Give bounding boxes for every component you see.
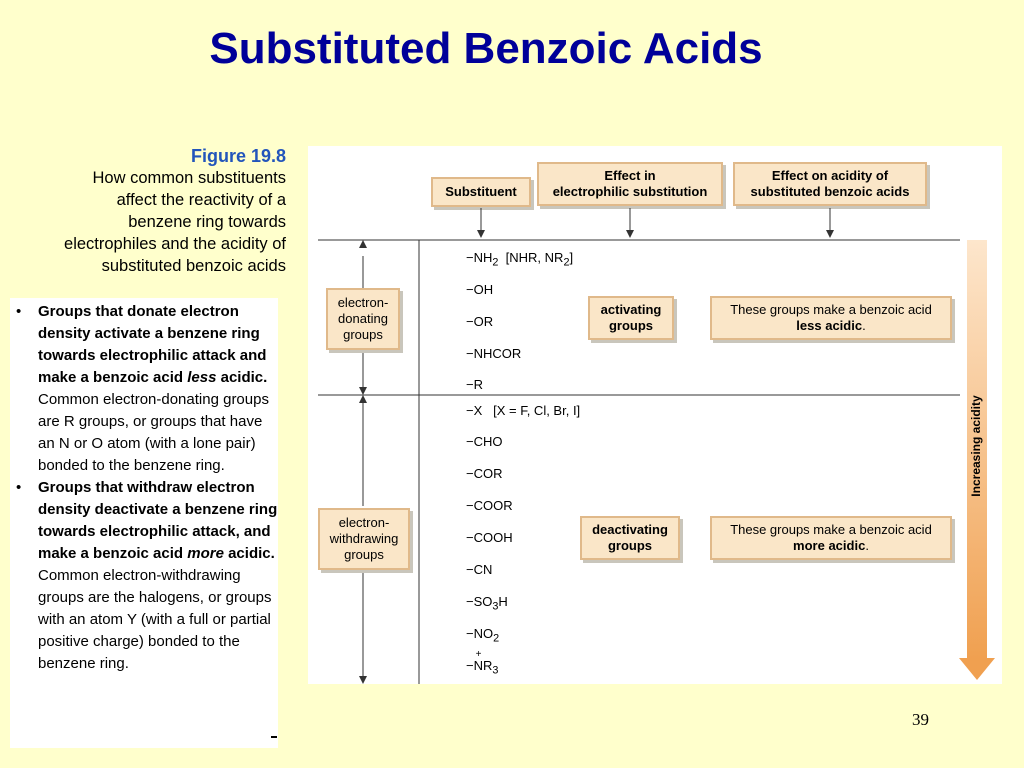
bullet-bold: Groups that withdraw electron density deactivate a benzene ring towards electrophilic attack, and make a benzoic acid — [38, 479, 278, 562]
effect-line: groups — [607, 538, 653, 553]
stray-dash — [271, 736, 277, 738]
bond-dash: − — [466, 377, 474, 392]
acidity-arrow-head — [959, 658, 995, 680]
bullet-list — [10, 298, 278, 748]
sub-text: [X = F, Cl, Br, I] — [493, 403, 581, 418]
substituent-cho — [466, 434, 502, 449]
substituent-r — [466, 377, 483, 392]
bullet-italic: more — [187, 545, 224, 562]
header-substituent: Substituent — [431, 177, 531, 207]
group-line: donating — [338, 311, 388, 326]
sub-text: OH — [473, 282, 494, 297]
less-acidic-box — [710, 296, 952, 340]
sub-text: COR — [473, 466, 503, 481]
substituent-or — [466, 314, 493, 329]
sub-text: NHR, — [509, 250, 545, 265]
figure-label: Figure 19.8 — [190, 146, 286, 166]
bullet-withdrawing — [16, 477, 278, 675]
bond-dash: − — [466, 346, 474, 361]
sub-text: X — [473, 403, 483, 418]
caption-line: benzene ring towards — [128, 213, 286, 231]
acidity-period: . — [865, 538, 869, 553]
bullet-italic: less — [187, 369, 217, 386]
bond-dash: − — [466, 562, 474, 577]
bullet-bold: acidic. — [223, 545, 275, 562]
substituent-nr3 — [466, 649, 499, 677]
acidity-bold: more acidic — [793, 538, 866, 553]
more-acidic-box — [710, 516, 952, 560]
bullet-rest: Common electron-withdrawing groups are the halogens, or groups with an atom Y (with a full or partial positive charge) bonded to the benzene ring. — [38, 567, 272, 672]
acidity-bold: less acidic — [796, 318, 863, 333]
substituent-cooh — [466, 530, 513, 545]
withdrawing-arrowhead-down — [359, 676, 367, 684]
bond-dash: − — [466, 530, 474, 545]
page-number: 39 — [912, 710, 929, 729]
bullet-text — [38, 301, 278, 477]
bond-dash: − — [466, 626, 474, 641]
sub-subscript: 3 — [492, 600, 499, 613]
sub-text: R — [473, 377, 483, 392]
bullet-bold: acidic. — [216, 369, 268, 386]
bullet-dot: • — [16, 303, 22, 320]
figure-lines — [308, 146, 1002, 684]
bond-dash: − — [466, 282, 474, 297]
bullet-dot: • — [16, 479, 22, 496]
substituent-oh — [466, 282, 493, 297]
header-line: Effect on acidity of — [771, 168, 889, 183]
sub-text: COOR — [473, 498, 513, 513]
substituent-nhcor — [466, 346, 521, 361]
deactivating-box — [580, 516, 680, 560]
group-line: electron- — [338, 515, 390, 530]
increasing-acidity-text: Increasing acidity — [969, 395, 984, 497]
sub-text: CHO — [473, 434, 503, 449]
sub-subscript: 2 — [492, 256, 499, 269]
donating-arrowhead-down — [359, 387, 367, 395]
bond-dash: − — [466, 434, 474, 449]
sub-text: H — [498, 594, 508, 609]
bullet-rest: Common electron-donating groups are R groups, or groups that have an N or O atom (with a lone pair) bonded to the benzene ring. — [38, 391, 269, 474]
slide-title: Substituted Benzoic Acids — [209, 24, 763, 73]
substituent-coor — [466, 498, 513, 513]
caption-line: substituted benzoic acids — [101, 257, 286, 275]
header-line: Effect in — [604, 168, 656, 183]
sub-text: NHCOR — [473, 346, 522, 361]
sub-text: NO — [473, 626, 494, 641]
figure-caption — [10, 145, 286, 277]
substituent-no2 — [466, 626, 499, 645]
bullet-text — [38, 477, 278, 675]
caption-line: How common substituents — [92, 169, 286, 187]
caption-line: affect the reactivity of a — [116, 191, 286, 209]
bond-dash: − — [466, 658, 474, 673]
donating-arrowhead-up — [359, 240, 367, 248]
bond-dash: − — [466, 314, 474, 329]
acidity-line: These groups make a benzoic acid — [730, 302, 932, 317]
sub-text: ] — [569, 250, 574, 265]
substituent-cn — [466, 562, 492, 577]
group-line: withdrawing — [329, 531, 399, 546]
sub-subscript: 2 — [493, 632, 500, 645]
effect-line: activating — [600, 302, 662, 317]
sub-text: CN — [473, 562, 493, 577]
sub-subscript: 2 — [563, 256, 570, 269]
substituent-halogen — [466, 403, 580, 418]
sub-text: COOH — [473, 530, 513, 545]
bond-dash: − — [466, 250, 474, 265]
withdrawing-arrowhead-up — [359, 395, 367, 403]
sub-text: SO — [473, 594, 493, 609]
acidity-line: These groups make a benzoic acid — [730, 522, 932, 537]
substituent-so3h — [466, 594, 508, 613]
effect-line: groups — [608, 318, 654, 333]
effect-line: deactivating — [592, 522, 668, 537]
bond-dash: − — [466, 498, 474, 513]
header-line: electrophilic substitution — [552, 184, 708, 199]
group-line: groups — [343, 327, 383, 342]
sub-text: NR — [544, 250, 564, 265]
substituent-cor — [466, 466, 502, 481]
substituent-nh2 — [466, 250, 573, 269]
acidity-line — [793, 538, 869, 554]
group-line: electron- — [337, 295, 389, 310]
sub-text-wrap — [473, 649, 493, 673]
bond-dash: − — [466, 594, 474, 609]
bond-dash: − — [466, 403, 474, 418]
header-line: substituted benzoic acids — [750, 184, 910, 199]
increasing-acidity-label — [967, 376, 987, 516]
caption-line: electrophiles and the acidity of — [64, 235, 286, 253]
bullet-bold: Groups that donate electron density activate a benzene ring towards electrophilic attack and make a benzoic acid — [38, 303, 267, 386]
group-donating-box — [326, 288, 400, 350]
charge-plus: + — [475, 649, 482, 660]
sub-subscript: 3 — [492, 664, 499, 677]
group-line: groups — [344, 547, 384, 562]
sub-text: NH — [473, 250, 493, 265]
group-withdrawing-box — [318, 508, 410, 570]
sub-text: [ — [505, 250, 510, 265]
sub-text: NR — [473, 658, 493, 673]
activating-box — [588, 296, 674, 340]
acidity-period: . — [862, 318, 866, 333]
substituent-figure — [308, 146, 1002, 684]
sub-text: OR — [473, 314, 494, 329]
bullet-donating — [16, 301, 278, 477]
acidity-line — [796, 318, 865, 334]
bond-dash: − — [466, 466, 474, 481]
